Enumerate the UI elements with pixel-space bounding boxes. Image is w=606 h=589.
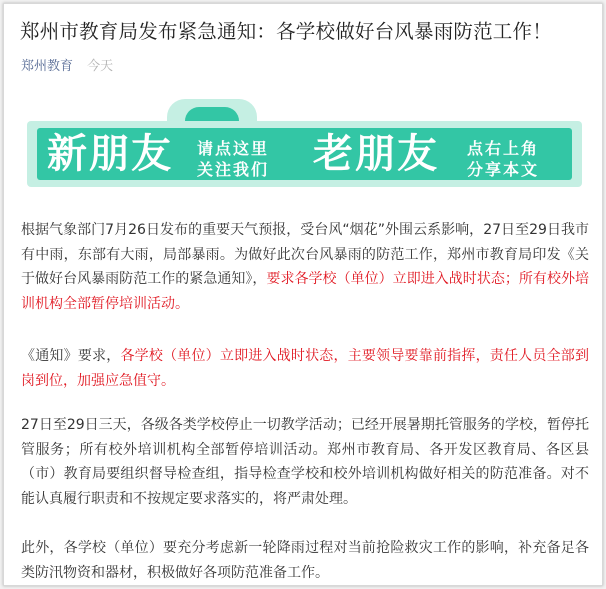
publish-date: 今天: [87, 59, 114, 74]
paragraph-1-emphasis: 要求各学校（单位）立即进入战时状态；所有校外培训机构全部暂停培训活动。: [21, 271, 590, 312]
paragraph-4: 此外，各学校（单位）要充分考虑新一轮降雨过程对当前抢险救灾工作的影响，补充备足各类防汛物资和器材，积极做好各项防范准备工作。: [21, 540, 589, 581]
article-title: 郑州市教育局发布紧急通知：各学校做好台风暴雨防范工作！: [20, 20, 552, 43]
paragraph-2: [21, 344, 589, 393]
paragraph-1: [21, 218, 589, 316]
old-friend-line1: 点右上角: [467, 139, 540, 158]
new-friend-label: 新朋友: [47, 131, 173, 177]
paragraph-1-text: 根据气象部门7月26日发布的重要天气预报，受台风“烟花”外围云系影响，27日至29日我市有中雨，东部有大雨，局部暴雨。为做好此次台风暴雨的防范工作，郑州市教育局印发《关于做好台风暴雨防范工作的紧急通知》，: [21, 222, 589, 287]
paragraph-3: 27日至29日三天，各级各类学校停止一切教学活动；已经开展暑期托管服务的学校，暂停托管服务；所有校外培训机构全部暂停培训活动。郑州市教育局、各开发区教育局、各区县（市）教育局要组织督导检查组，指导检查学校和校外培训机构做好相关的防范准备。对不能认真履行职责和不按规定要求落实的，将严肃处理。: [21, 417, 589, 507]
paragraph-2-text: 《通知》要求，: [21, 348, 121, 364]
article-frame: [3, 3, 603, 586]
new-friend-line2: 关注我们: [197, 160, 270, 179]
new-friend-line1: 请点这里: [197, 139, 270, 158]
paragraph-2-emphasis: 各学校（单位）立即进入战时状态，主要领导要靠前指挥，责任人员全部到岗到位，加强应急值守。: [21, 348, 589, 389]
old-friend-label: 老朋友: [313, 131, 439, 177]
old-friend-line2: 分享本文: [467, 160, 540, 179]
account-link[interactable]: 郑州教育: [21, 59, 74, 74]
article-meta: [21, 55, 113, 74]
follow-share-banner[interactable]: [27, 99, 582, 191]
